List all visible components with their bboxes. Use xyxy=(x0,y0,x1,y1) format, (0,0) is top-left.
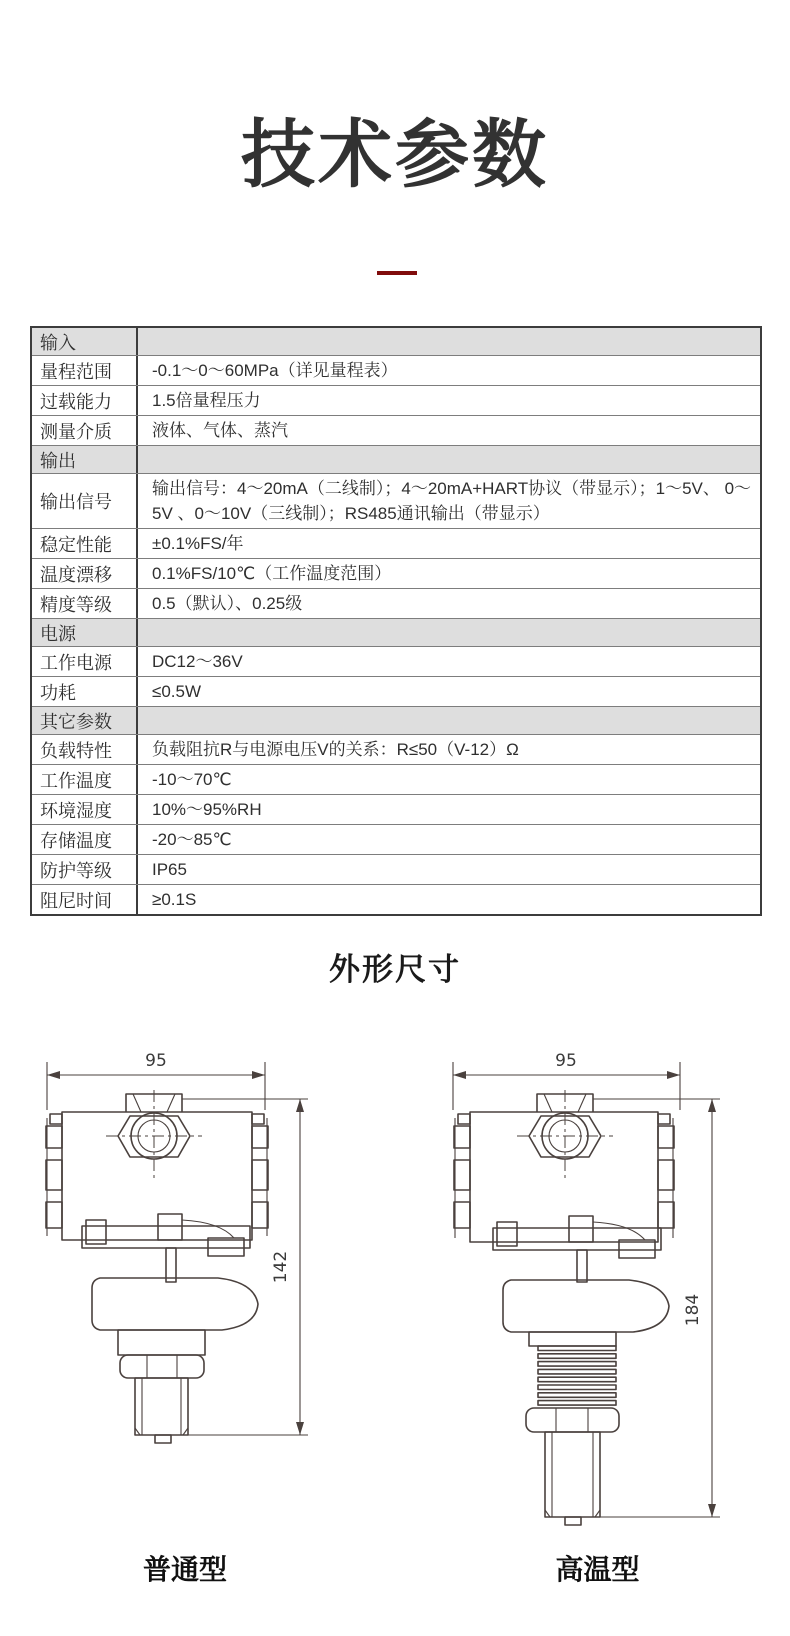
row-label: 输出信号 xyxy=(32,474,138,528)
row-value: 1.5倍量程压力 xyxy=(152,391,261,410)
table-row xyxy=(32,356,760,386)
section-value xyxy=(138,446,760,473)
section-label: 其它参数 xyxy=(32,707,138,734)
height-dim-label: 142 xyxy=(271,1250,291,1284)
table-row xyxy=(32,559,760,589)
width-dim-label: 95 xyxy=(555,1051,577,1071)
table-row xyxy=(32,855,760,885)
row-value: 10%～95%RH xyxy=(152,800,262,819)
outline-drawing-normal xyxy=(20,1030,320,1565)
width-dim-label: 95 xyxy=(145,1051,167,1071)
row-value: 输出信号：4～20mA（二线制）；4～20mA+HART协议（带显示）；1～5V、 0～5V 、0～10V（三线制）；RS485通讯输出（带显示） xyxy=(152,479,752,523)
row-label: 存储温度 xyxy=(32,825,138,854)
table-row xyxy=(32,795,760,825)
row-label: 量程范围 xyxy=(32,356,138,385)
caption-normal-type: 普通型 xyxy=(142,1554,227,1585)
title-accent-dash xyxy=(377,271,417,275)
table-section-row xyxy=(32,328,760,356)
row-label: 测量介质 xyxy=(32,416,138,445)
row-value: IP65 xyxy=(152,860,187,879)
table-row xyxy=(32,647,760,677)
caption-high-temp-type: 高温型 xyxy=(555,1554,640,1585)
height-dim-label: 184 xyxy=(683,1293,703,1327)
section-value xyxy=(138,619,760,646)
mounting-bracket xyxy=(493,1216,661,1282)
transmitter-drawing-high-temp xyxy=(420,1030,730,1575)
section-label: 输出 xyxy=(32,446,138,473)
process-connection xyxy=(526,1332,619,1525)
height-dimension xyxy=(172,1099,308,1435)
table-row xyxy=(32,765,760,795)
row-label: 过载能力 xyxy=(32,386,138,415)
table-row xyxy=(32,386,760,416)
process-connection xyxy=(118,1330,205,1443)
table-row xyxy=(32,474,760,529)
row-label: 稳定性能 xyxy=(32,529,138,558)
section-value xyxy=(138,707,760,734)
spec-table xyxy=(30,326,762,916)
section-label: 电源 xyxy=(32,619,138,646)
row-label: 负载特性 xyxy=(32,735,138,764)
row-label: 精度等级 xyxy=(32,589,138,618)
table-row xyxy=(32,529,760,559)
table-section-row xyxy=(32,707,760,735)
outline-drawing-high-temp xyxy=(420,1030,730,1580)
housing xyxy=(454,1112,674,1242)
row-value: ±0.1%FS/年 xyxy=(152,534,244,553)
table-section-row xyxy=(32,446,760,474)
mounting-bracket xyxy=(82,1214,250,1282)
row-value: -0.1～0～60MPa（详见量程表） xyxy=(152,361,398,380)
row-value: 0.1%FS/10℃（工作温度范围） xyxy=(152,564,392,583)
table-row xyxy=(32,825,760,855)
sensor-body xyxy=(92,1278,258,1330)
table-row xyxy=(32,677,760,707)
row-label: 环境湿度 xyxy=(32,795,138,824)
row-label: 工作温度 xyxy=(32,765,138,794)
row-value: 液体、气体、蒸汽 xyxy=(152,421,288,440)
row-value: 0.5（默认）、0.25级 xyxy=(152,594,303,613)
row-label: 阻尼时间 xyxy=(32,885,138,914)
row-label: 功耗 xyxy=(32,677,138,706)
housing xyxy=(46,1112,268,1240)
table-row xyxy=(32,885,760,914)
table-section-row xyxy=(32,619,760,647)
cooling-fins xyxy=(538,1346,616,1405)
outline-dimensions-title: 外形尺寸 xyxy=(329,952,461,987)
row-label: 温度漂移 xyxy=(32,559,138,588)
cable-gland xyxy=(106,1090,202,1182)
width-dimension xyxy=(453,1051,680,1110)
row-value: 负载阻抗R与电源电压V的关系：R≤50（V-12）Ω xyxy=(152,740,519,759)
row-label: 防护等级 xyxy=(32,855,138,884)
row-value: ≥0.1S xyxy=(152,890,197,909)
row-value: ≤0.5W xyxy=(152,682,202,701)
cable-gland xyxy=(517,1090,613,1182)
table-row xyxy=(32,735,760,765)
table-row xyxy=(32,416,760,446)
page-title: 技术参数 xyxy=(241,113,549,196)
width-dimension xyxy=(47,1051,265,1110)
table-row xyxy=(32,589,760,619)
section-value xyxy=(138,328,760,355)
row-value: -20～85℃ xyxy=(152,830,232,849)
height-dimension xyxy=(582,1099,720,1517)
transmitter-drawing-normal xyxy=(20,1030,320,1560)
sensor-body xyxy=(503,1280,669,1332)
row-value: DC12～36V xyxy=(152,652,243,671)
section-label: 输入 xyxy=(32,328,138,355)
row-label: 工作电源 xyxy=(32,647,138,676)
row-value: -10～70℃ xyxy=(152,770,232,789)
